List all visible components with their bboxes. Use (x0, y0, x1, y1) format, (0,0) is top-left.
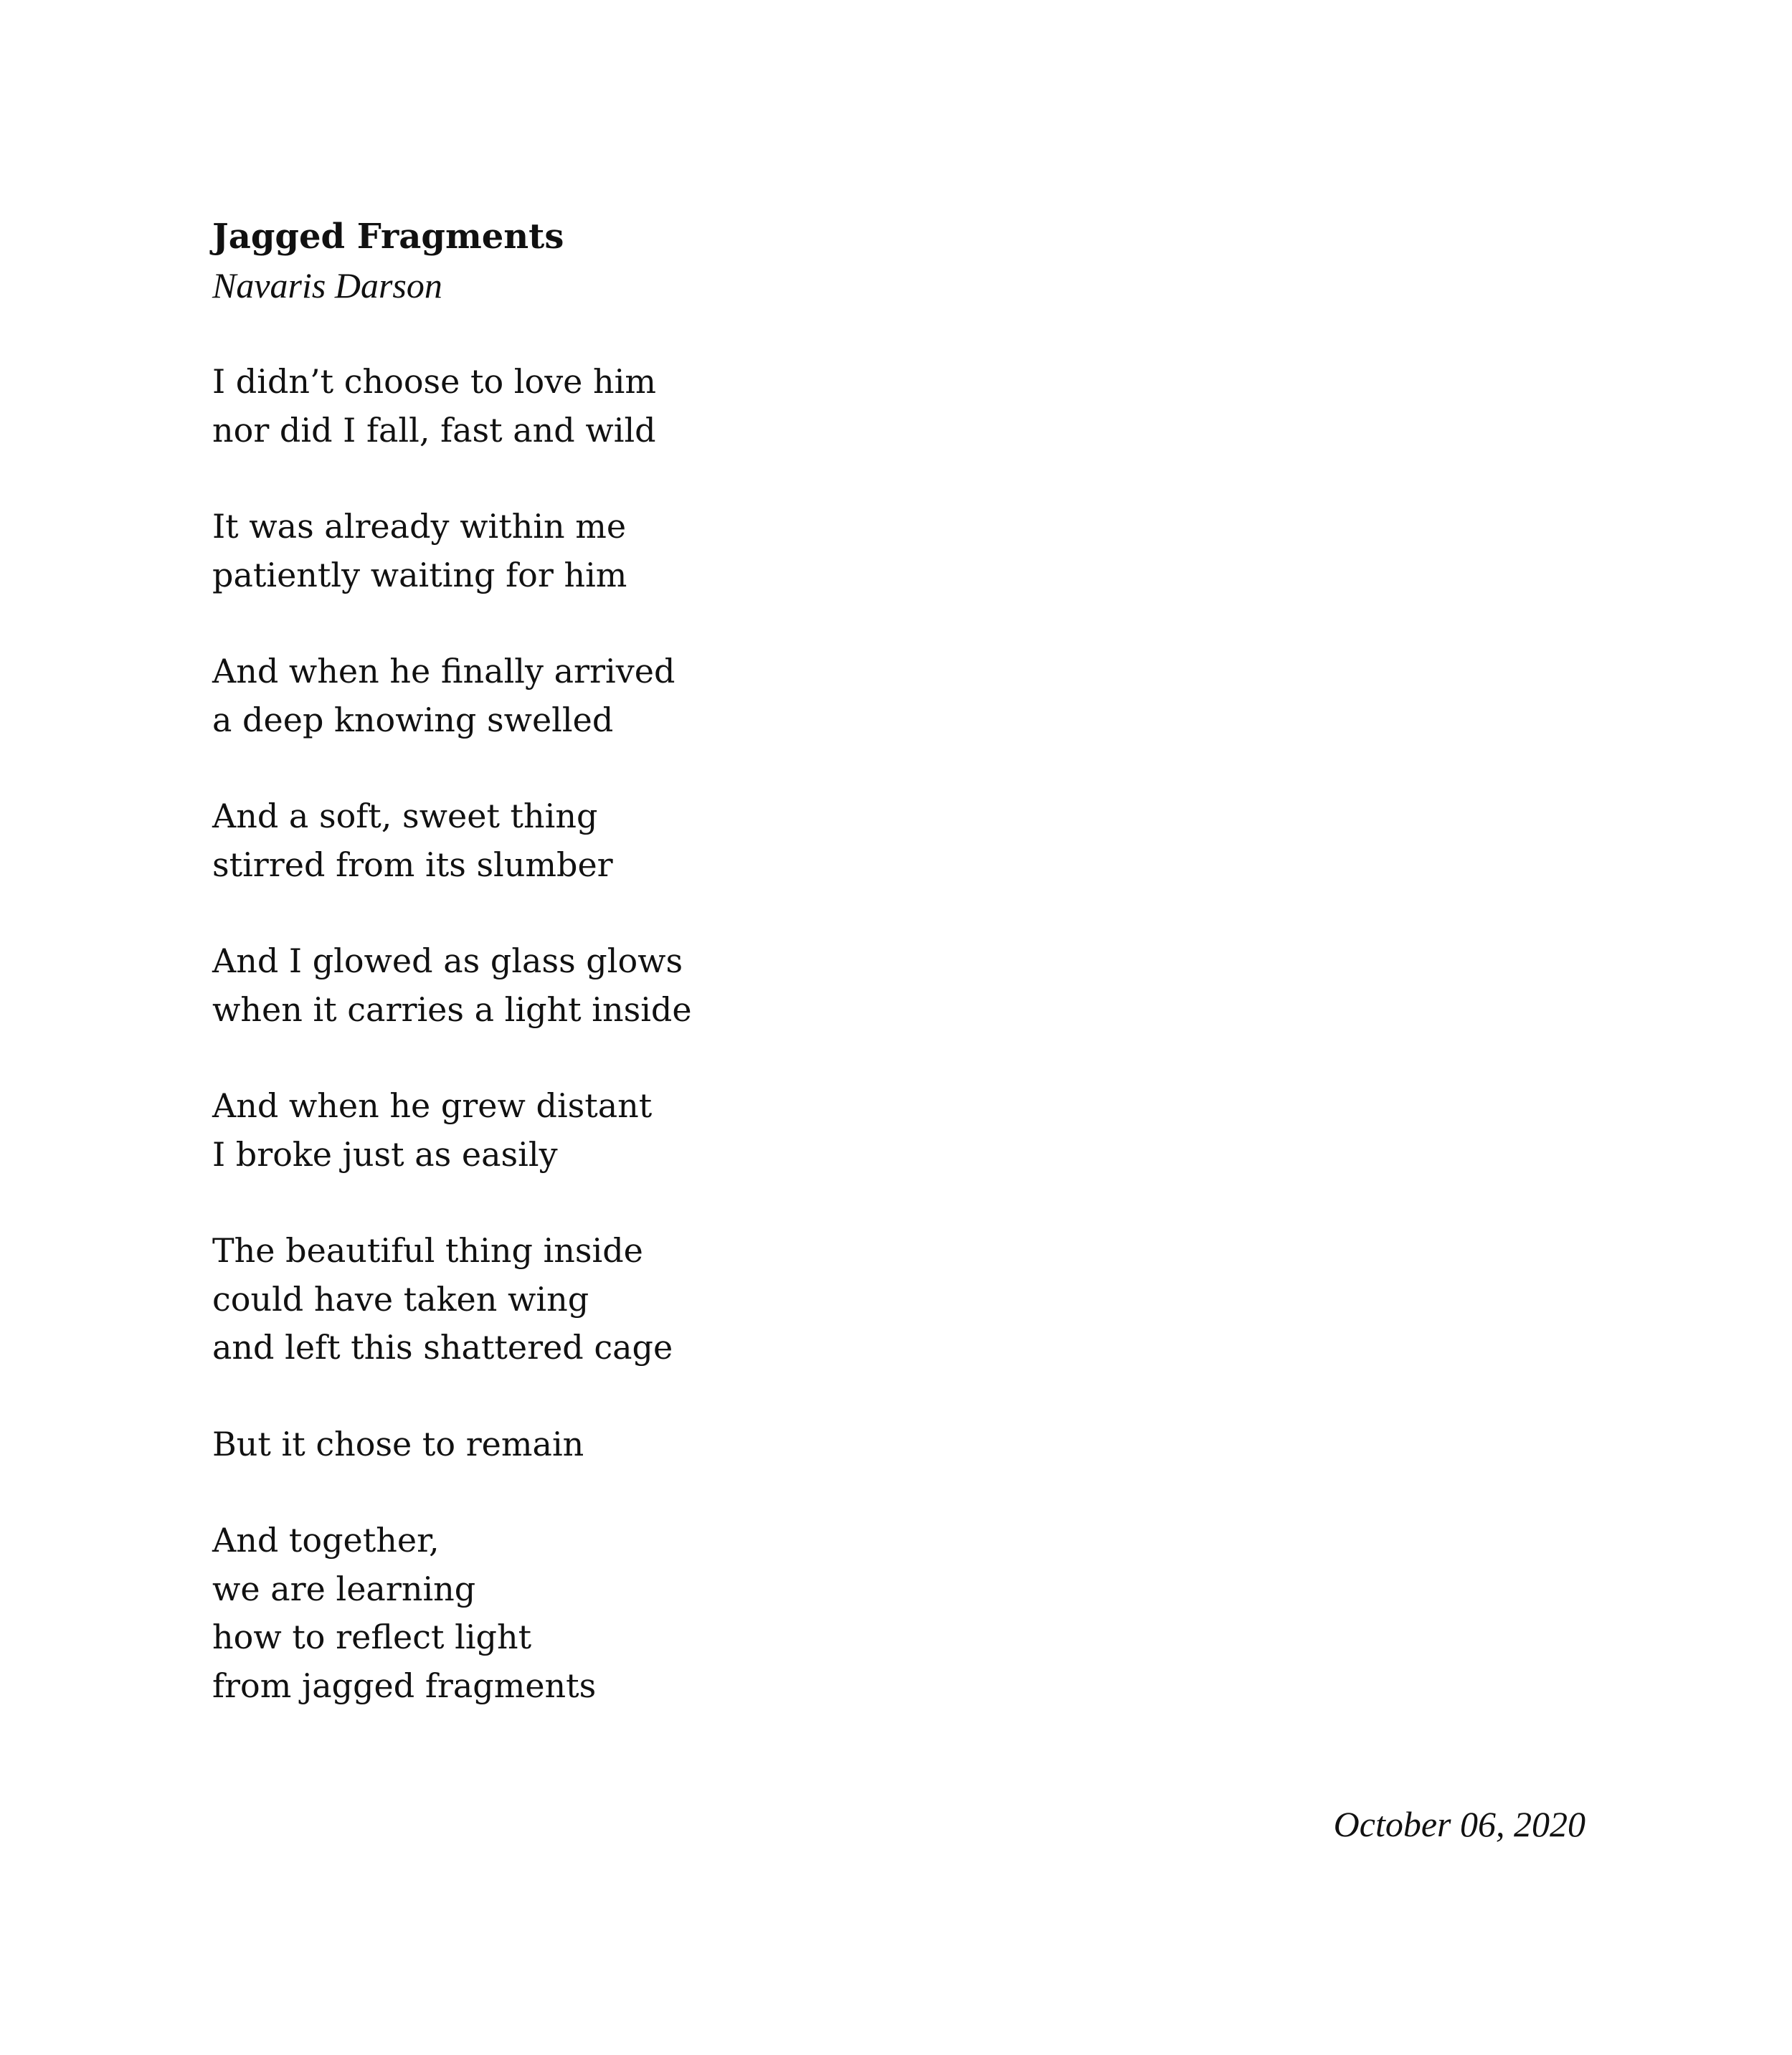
poem-body (212, 358, 1288, 1710)
poem-line: we are learning (212, 1569, 476, 1608)
poem (212, 212, 1288, 1758)
poem-line: And together, (212, 1521, 440, 1560)
stanza (212, 792, 1288, 889)
stanza (212, 358, 1288, 455)
poem-line: I didn’t choose to love him (212, 362, 656, 401)
poem-line: a deep knowing swelled (212, 700, 614, 739)
poem-line: And a soft, sweet thing (212, 797, 598, 835)
poem-date: October 06, 2020 (1333, 1804, 1585, 1844)
poem-line: It was already within me (212, 507, 627, 546)
poem-line: And when he finally arrived (212, 652, 675, 690)
poem-line: And I glowed as glass glows (212, 941, 683, 980)
poem-line: patiently waiting for him (212, 555, 627, 594)
poem-author: Navaris Darson (212, 265, 442, 305)
poem-line: when it carries a light inside (212, 989, 692, 1029)
stanza (212, 1082, 1288, 1179)
poem-line: could have taken wing (212, 1279, 589, 1319)
poem-line: stirred from its slumber (212, 845, 613, 884)
poem-line: nor did I fall, fast and wild (212, 410, 656, 450)
poem-title: Jagged Fragments (212, 217, 564, 257)
stanza (212, 1517, 1288, 1710)
stanza (212, 647, 1288, 744)
stanza (212, 937, 1288, 1034)
poem-line: from jagged fragments (212, 1666, 597, 1705)
stanza (212, 503, 1288, 599)
poem-line: The beautiful thing inside (212, 1231, 643, 1270)
poem-line: But it chose to remain (212, 1424, 584, 1463)
poem-line: and left this shattered cage (212, 1328, 673, 1367)
poem-line: how to reflect light (212, 1618, 532, 1656)
stanza (212, 1420, 1288, 1469)
stanza (212, 1227, 1288, 1372)
poem-line: I broke just as easily (212, 1134, 558, 1174)
poem-line: And when he grew distant (212, 1086, 653, 1125)
